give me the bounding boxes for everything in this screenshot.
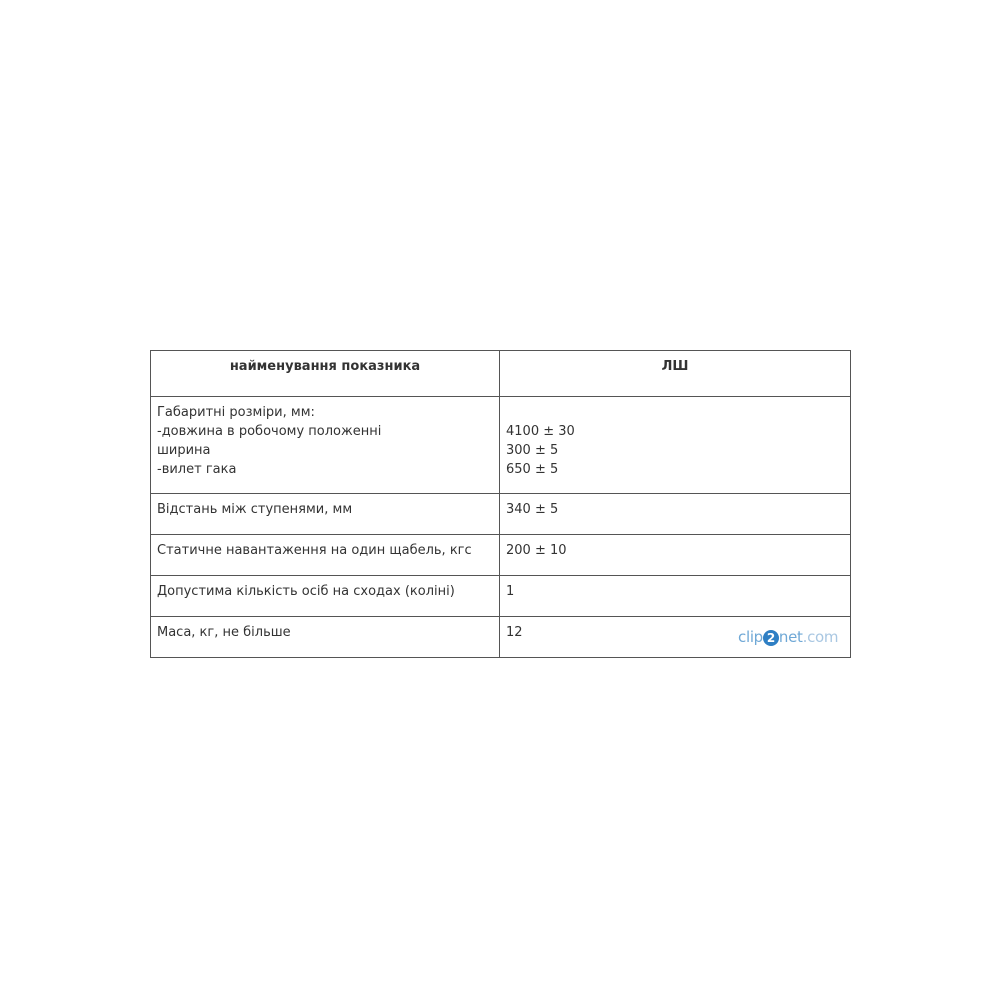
header-model: ЛШ — [500, 351, 851, 397]
row-name-cell: Відстань між ступенями, мм — [151, 494, 500, 535]
length-value: 4100 ± 30 — [506, 424, 575, 439]
row-value-cell: 12 — [500, 617, 851, 658]
header-indicator-name: найменування показника — [151, 351, 500, 397]
watermark-clip: clip — [738, 628, 763, 646]
watermark-net: net — [778, 628, 803, 646]
row-name-cell: Маса, кг, не більше — [151, 617, 500, 658]
dimensions-values-cell — [500, 397, 851, 494]
row-value-cell: 340 ± 5 — [500, 494, 851, 535]
width-label: ширина — [157, 443, 211, 458]
hook-reach-label: -вилет гака — [157, 462, 237, 477]
table-row — [151, 576, 851, 617]
table-row — [151, 494, 851, 535]
dimensions-labels-cell — [151, 397, 500, 494]
clip2net-watermark — [738, 628, 838, 646]
watermark-two-badge: 2 — [763, 630, 779, 646]
specifications-table — [150, 350, 851, 658]
hook-reach-value: 650 ± 5 — [506, 462, 559, 477]
row-name-cell: Допустима кількість осіб на сходах (коліні) — [151, 576, 500, 617]
table-header-row — [151, 351, 851, 397]
row-name-cell: Статичне навантаження на один щабель, кгс — [151, 535, 500, 576]
length-label: -довжина в робочому положенні — [157, 424, 382, 439]
table-row — [151, 397, 851, 494]
width-value: 300 ± 5 — [506, 443, 559, 458]
row-value-cell: 200 ± 10 — [500, 535, 851, 576]
dimensions-heading: Габаритні розміри, мм: — [157, 405, 315, 420]
watermark-domain: .com — [802, 628, 839, 646]
row-value-cell: 1 — [500, 576, 851, 617]
table-row — [151, 535, 851, 576]
